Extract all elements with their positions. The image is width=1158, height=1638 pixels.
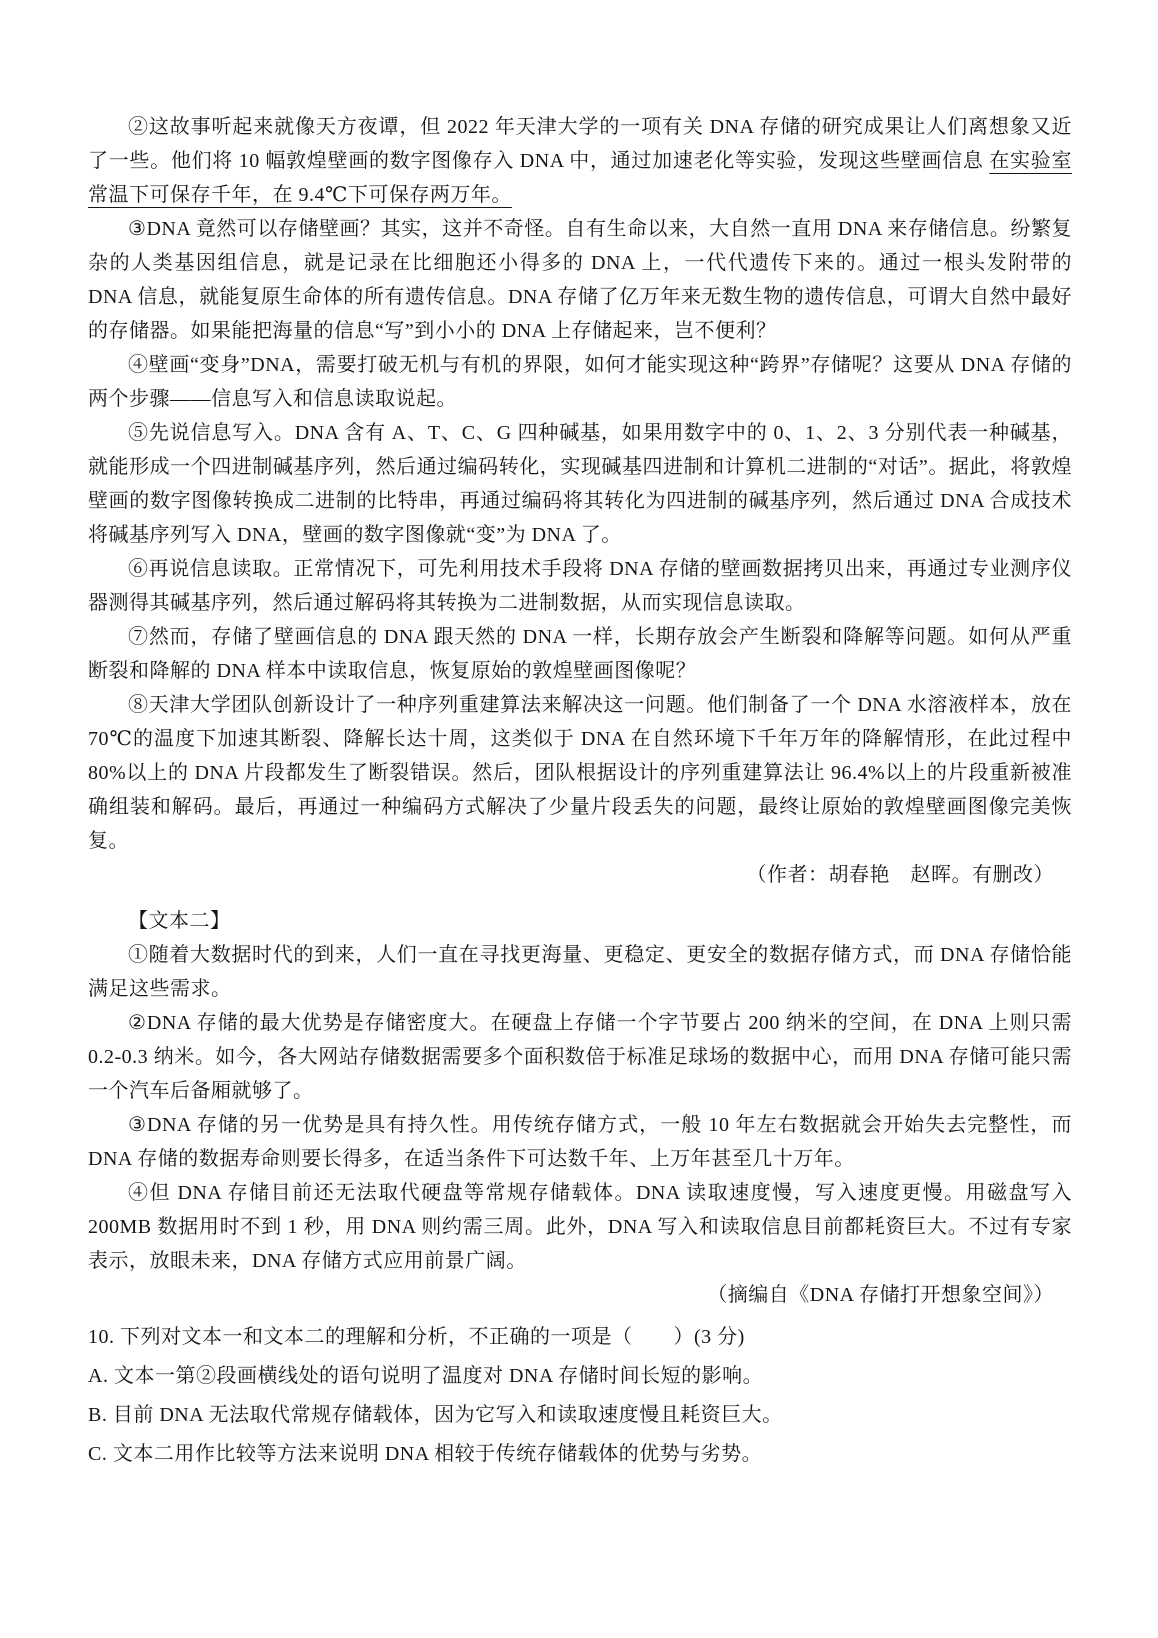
question-10 [88,1320,1072,1471]
passage1-paragraph-3: ③DNA 竟然可以存储壁画？其实，这并不奇怪。自有生命以来，大自然一直用 DNA 来存储信息。纷繁复杂的人类基因组信息，就是记录在比细胞还小得多的 DNA 上，一代代遗传下来的。通过一根头发附带的 DNA 信息，就能复原生命体的所有遗传信息。DNA 存储了亿万年来无数生物的遗传信息，可谓大自然中最好的存储器。如果能把海量的信息“写”到小小的 DNA 上存储起来，岂不便利？ [88,218,1072,342]
option-a: A. 文本一第②段画横线处的语句说明了温度对 DNA 存储时间长短的影响。 [88,1365,764,1387]
passage1-paragraph-5: ⑤先说信息写入。DNA 含有 A、T、C、G 四种碱基，如果用数字中的 0、1、2、3 分别代表一种碱基，就能形成一个四进制碱基序列，然后通过编码转化，实现碱基四进制和计算机二进制的“对话”。据此，将敦煌壁画的数字图像转换成二进制的比特串，再通过编码将其转化为四进制的碱基序列，然后通过 DNA 合成技术将碱基序列写入 DNA，壁画的数字图像就“变”为 DNA 了。 [88,422,1072,546]
passage2-heading: 【文本二】 [128,910,231,932]
underlined-sentence: 在实验室常温下可保存千年，在 9.4℃下可保存两万年。 [88,150,1072,206]
passage2-source: （摘编自《DNA 存储打开想象空间》） [707,1284,1054,1306]
paragraph-text: ②这故事听起来就像天方夜谭，但 2022 年天津大学的一项有关 DNA 存储的研究成果让人们离想象又近了一些。他们将 10 幅敦煌壁画的数字图像存入 DNA 中，通过加速老化等实验，发现这些壁画信息 [88,116,1072,172]
passage1-paragraph-6: ⑥再说信息读取。正常情况下，可先利用技术手段将 DNA 存储的壁画数据拷贝出来，再通过专业测序仪器测得其碱基序列，然后通过解码将其转换为二进制数据，从而实现信息读取。 [88,558,1072,614]
option-b: B. 目前 DNA 无法取代常规存储载体，因为它写入和读取速度慢且耗资巨大。 [88,1404,783,1426]
passage2-paragraph-2: ②DNA 存储的最大优势是存储密度大。在硬盘上存储一个字节要占 200 纳米的空间，在 DNA 上则只需 0.2-0.3 纳米。如今，各大网站存储数据需要多个面积数倍于标准足球场的数据中心，而用 DNA 存储可能只需一个汽车后备厢就够了。 [88,1012,1072,1102]
passage-one [88,110,1072,892]
passage1-paragraph-8: ⑧天津大学团队创新设计了一种序列重建算法来解决这一问题。他们制备了一个 DNA 水溶液样本，放在 70℃的温度下加速其断裂、降解长达十周，这类似于 DNA 在自然环境下千年万年的降解情形，在此过程中 80%以上的 DNA 片段都发生了断裂错误。然后，团队根据设计的序列重建算法让 96.4%以上的片段重新被准确组装和解码。最后，再通过一种编码方式解决了少量片段丢失的问题，最终让原始的敦煌壁画图像完美恢复。 [88,694,1072,852]
passage1-byline: （作者：胡春艳 赵晖。有删改） [746,864,1054,886]
passage1-paragraph-4: ④壁画“变身”DNA，需要打破无机与有机的界限，如何才能实现这种“跨界”存储呢？这要从 DNA 存储的两个步骤——信息写入和信息读取说起。 [88,354,1072,410]
option-c: C. 文本二用作比较等方法来说明 DNA 相较于传统存储载体的优势与劣势。 [88,1443,763,1465]
passage2-paragraph-3: ③DNA 存储的另一优势是具有持久性。用传统存储方式，一般 10 年左右数据就会开始失去完整性，而 DNA 存储的数据寿命则要长得多，在适当条件下可达数千年、上万年甚至几十万年。 [88,1114,1072,1170]
passage2-paragraph-1: ①随着大数据时代的到来，人们一直在寻找更海量、更稳定、更安全的数据存储方式，而 DNA 存储恰能满足这些需求。 [88,944,1072,1000]
question-stem: 10. 下列对文本一和文本二的理解和分析，不正确的一项是（ ）(3 分) [88,1326,745,1348]
passage1-paragraph-2 [88,110,1072,212]
passage-two [88,904,1072,1312]
passage1-paragraph-7: ⑦然而，存储了壁画信息的 DNA 跟天然的 DNA 一样，长期存放会产生断裂和降解等问题。如何从严重断裂和降解的 DNA 样本中读取信息，恢复原始的敦煌壁画图像呢？ [88,626,1072,682]
passage2-paragraph-4: ④但 DNA 存储目前还无法取代硬盘等常规存储载体。DNA 读取速度慢，写入速度更慢。用磁盘写入 200MB 数据用时不到 1 秒，用 DNA 则约需三周。此外，DNA 写入和读取信息目前都耗资巨大。不过有专家表示，放眼未来，DNA 存储方式应用前景广阔。 [88,1182,1072,1272]
